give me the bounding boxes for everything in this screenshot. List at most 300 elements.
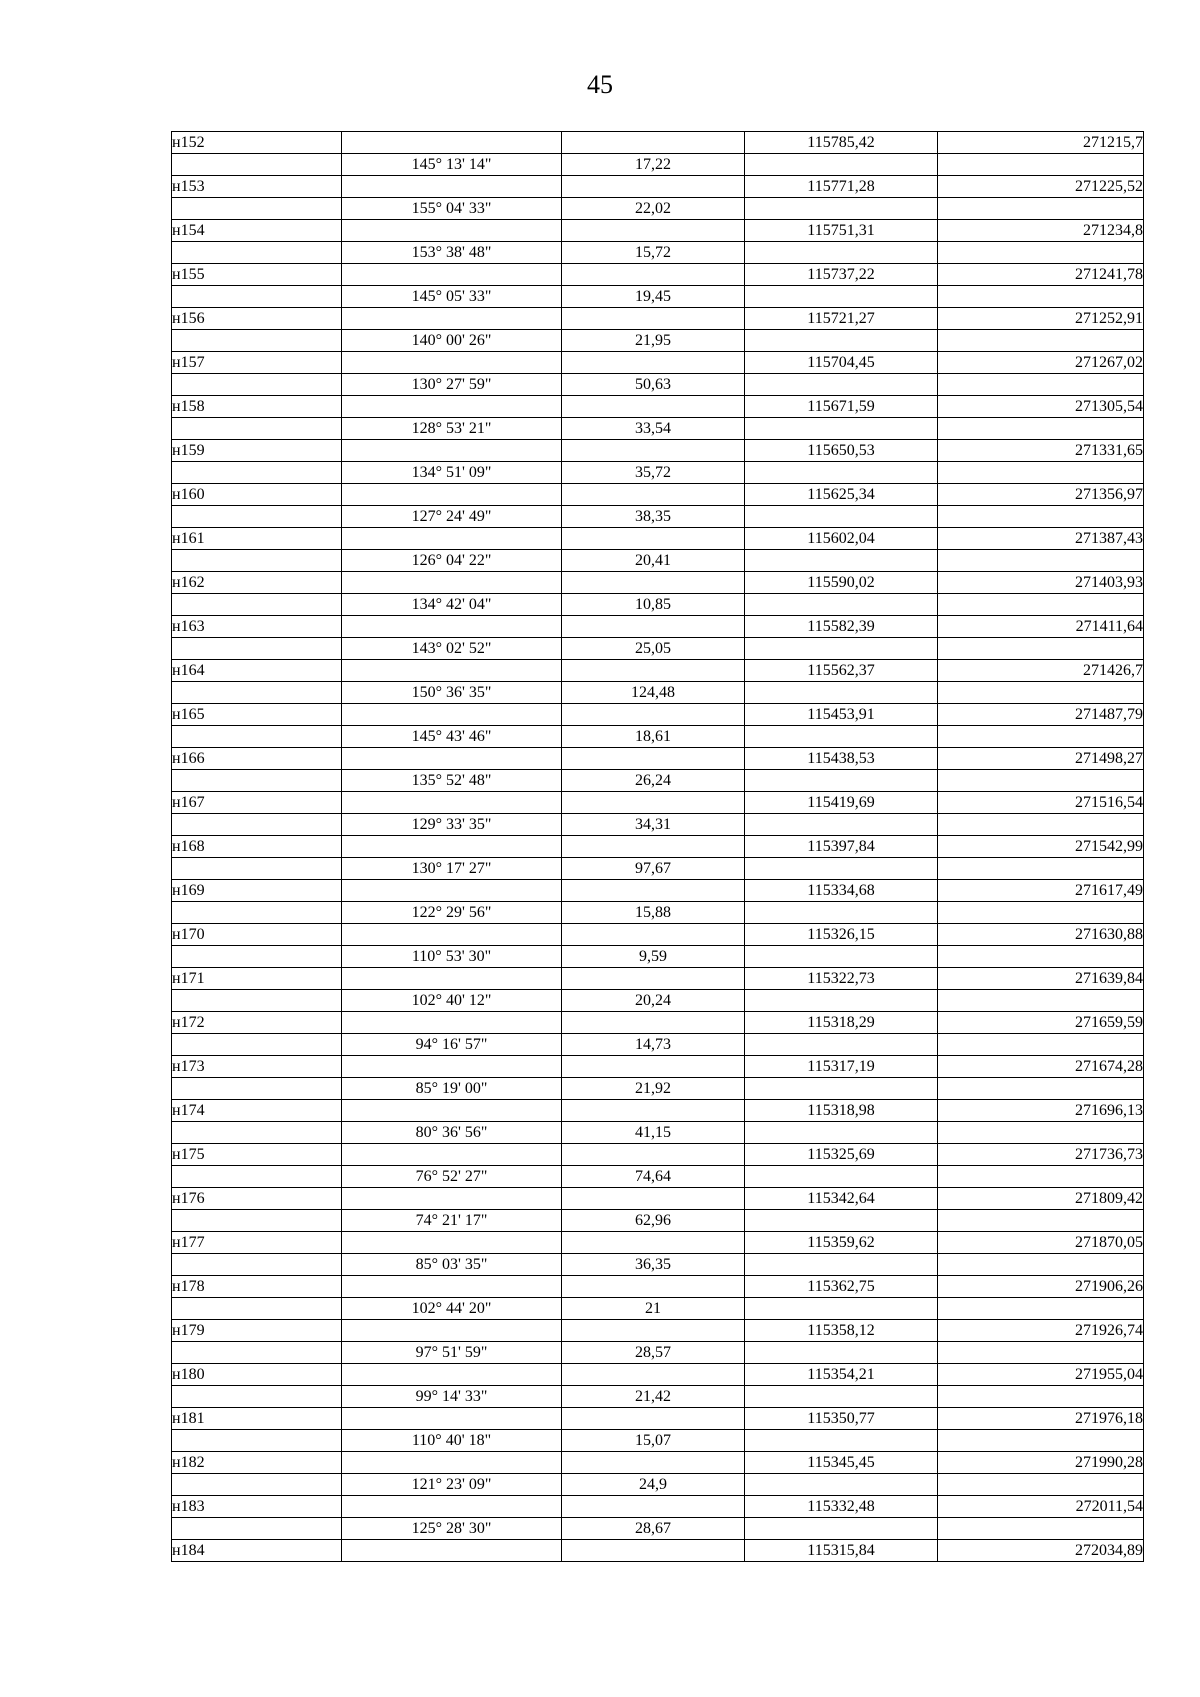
bearing-cell: 94° 16' 57" — [342, 1034, 562, 1056]
point-cell: н170 — [172, 924, 342, 946]
table-row — [172, 1166, 1144, 1188]
distance-cell: 50,63 — [562, 374, 745, 396]
bearing-cell — [342, 440, 562, 462]
y-coordinate-cell — [938, 506, 1144, 528]
bearing-cell: 127° 24' 49" — [342, 506, 562, 528]
distance-cell: 15,88 — [562, 902, 745, 924]
y-coordinate-cell — [938, 198, 1144, 220]
y-coordinate-cell: 271976,18 — [938, 1408, 1144, 1430]
bearing-cell: 74° 21' 17" — [342, 1210, 562, 1232]
bearing-cell — [342, 1408, 562, 1430]
bearing-cell — [342, 968, 562, 990]
point-cell: н178 — [172, 1276, 342, 1298]
coordinates-table-body — [172, 132, 1144, 1562]
table-row — [172, 132, 1144, 154]
y-coordinate-cell — [938, 1298, 1144, 1320]
distance-cell — [562, 528, 745, 550]
x-coordinate-cell: 115785,42 — [745, 132, 938, 154]
point-cell: н179 — [172, 1320, 342, 1342]
distance-cell: 17,22 — [562, 154, 745, 176]
point-cell — [172, 814, 342, 836]
y-coordinate-cell — [938, 594, 1144, 616]
x-coordinate-cell — [745, 1386, 938, 1408]
distance-cell — [562, 1012, 745, 1034]
bearing-cell — [342, 1496, 562, 1518]
bearing-cell: 140° 00' 26" — [342, 330, 562, 352]
point-cell: н183 — [172, 1496, 342, 1518]
point-cell — [172, 286, 342, 308]
x-coordinate-cell — [745, 506, 938, 528]
bearing-cell — [342, 484, 562, 506]
point-cell — [172, 990, 342, 1012]
bearing-cell — [342, 1100, 562, 1122]
point-cell: н165 — [172, 704, 342, 726]
point-cell: н159 — [172, 440, 342, 462]
x-coordinate-cell — [745, 858, 938, 880]
x-coordinate-cell: 115602,04 — [745, 528, 938, 550]
distance-cell: 41,15 — [562, 1122, 745, 1144]
y-coordinate-cell: 271870,05 — [938, 1232, 1144, 1254]
bearing-cell — [342, 396, 562, 418]
table-row — [172, 726, 1144, 748]
x-coordinate-cell — [745, 594, 938, 616]
x-coordinate-cell: 115590,02 — [745, 572, 938, 594]
table-row — [172, 550, 1144, 572]
x-coordinate-cell: 115315,84 — [745, 1540, 938, 1562]
table-row — [172, 1364, 1144, 1386]
bearing-cell: 76° 52' 27" — [342, 1166, 562, 1188]
table-row — [172, 418, 1144, 440]
y-coordinate-cell — [938, 1430, 1144, 1452]
point-cell: н184 — [172, 1540, 342, 1562]
y-coordinate-cell: 271387,43 — [938, 528, 1144, 550]
x-coordinate-cell: 115342,64 — [745, 1188, 938, 1210]
point-cell — [172, 682, 342, 704]
table-row — [172, 220, 1144, 242]
point-cell: н173 — [172, 1056, 342, 1078]
bearing-cell: 129° 33' 35" — [342, 814, 562, 836]
distance-cell — [562, 836, 745, 858]
table-row — [172, 946, 1144, 968]
distance-cell: 10,85 — [562, 594, 745, 616]
table-row — [172, 968, 1144, 990]
x-coordinate-cell — [745, 814, 938, 836]
y-coordinate-cell: 271906,26 — [938, 1276, 1144, 1298]
table-row — [172, 770, 1144, 792]
table-row — [172, 572, 1144, 594]
x-coordinate-cell: 115350,77 — [745, 1408, 938, 1430]
distance-cell — [562, 1408, 745, 1430]
table-row — [172, 440, 1144, 462]
distance-cell — [562, 616, 745, 638]
x-coordinate-cell — [745, 770, 938, 792]
bearing-cell: 85° 03' 35" — [342, 1254, 562, 1276]
table-row — [172, 792, 1144, 814]
table-row — [172, 242, 1144, 264]
distance-cell — [562, 176, 745, 198]
table-row — [172, 1298, 1144, 1320]
point-cell — [172, 506, 342, 528]
distance-cell: 74,64 — [562, 1166, 745, 1188]
distance-cell: 15,72 — [562, 242, 745, 264]
bearing-cell: 110° 40' 18" — [342, 1430, 562, 1452]
y-coordinate-cell — [938, 770, 1144, 792]
point-cell — [172, 1210, 342, 1232]
y-coordinate-cell — [938, 462, 1144, 484]
distance-cell — [562, 1276, 745, 1298]
table-row — [172, 704, 1144, 726]
table-row — [172, 176, 1144, 198]
y-coordinate-cell: 271542,99 — [938, 836, 1144, 858]
x-coordinate-cell — [745, 242, 938, 264]
point-cell: н158 — [172, 396, 342, 418]
table-row — [172, 484, 1144, 506]
bearing-cell — [342, 1232, 562, 1254]
table-row — [172, 1518, 1144, 1540]
bearing-cell: 145° 43' 46" — [342, 726, 562, 748]
x-coordinate-cell: 115358,12 — [745, 1320, 938, 1342]
y-coordinate-cell — [938, 858, 1144, 880]
point-cell — [172, 726, 342, 748]
x-coordinate-cell — [745, 682, 938, 704]
x-coordinate-cell — [745, 330, 938, 352]
point-cell — [172, 770, 342, 792]
x-coordinate-cell: 115671,59 — [745, 396, 938, 418]
x-coordinate-cell: 115318,29 — [745, 1012, 938, 1034]
y-coordinate-cell — [938, 1034, 1144, 1056]
table-row — [172, 660, 1144, 682]
distance-cell: 24,9 — [562, 1474, 745, 1496]
distance-cell — [562, 1056, 745, 1078]
distance-cell — [562, 132, 745, 154]
x-coordinate-cell — [745, 902, 938, 924]
bearing-cell: 121° 23' 09" — [342, 1474, 562, 1496]
point-cell: н164 — [172, 660, 342, 682]
distance-cell: 38,35 — [562, 506, 745, 528]
distance-cell — [562, 704, 745, 726]
y-coordinate-cell — [938, 1166, 1144, 1188]
y-coordinate-cell: 271990,28 — [938, 1452, 1144, 1474]
x-coordinate-cell — [745, 374, 938, 396]
table-row — [172, 1012, 1144, 1034]
bearing-cell — [342, 880, 562, 902]
bearing-cell — [342, 132, 562, 154]
table-row — [172, 1430, 1144, 1452]
point-cell: н167 — [172, 792, 342, 814]
bearing-cell — [342, 220, 562, 242]
table-row — [172, 198, 1144, 220]
bearing-cell — [342, 264, 562, 286]
point-cell: н155 — [172, 264, 342, 286]
point-cell — [172, 1342, 342, 1364]
y-coordinate-cell: 271809,42 — [938, 1188, 1144, 1210]
distance-cell — [562, 1320, 745, 1342]
x-coordinate-cell: 115650,53 — [745, 440, 938, 462]
coordinates-table — [171, 131, 1144, 1562]
y-coordinate-cell: 271426,7 — [938, 660, 1144, 682]
distance-cell — [562, 572, 745, 594]
bearing-cell — [342, 836, 562, 858]
y-coordinate-cell — [938, 1078, 1144, 1100]
distance-cell — [562, 440, 745, 462]
y-coordinate-cell: 271234,8 — [938, 220, 1144, 242]
y-coordinate-cell: 271487,79 — [938, 704, 1144, 726]
point-cell — [172, 1166, 342, 1188]
table-row — [172, 858, 1144, 880]
point-cell — [172, 638, 342, 660]
y-coordinate-cell: 272034,89 — [938, 1540, 1144, 1562]
table-row — [172, 924, 1144, 946]
y-coordinate-cell: 271411,64 — [938, 616, 1144, 638]
table-row — [172, 1034, 1144, 1056]
table-row — [172, 638, 1144, 660]
x-coordinate-cell: 115332,48 — [745, 1496, 938, 1518]
point-cell — [172, 1078, 342, 1100]
x-coordinate-cell: 115325,69 — [745, 1144, 938, 1166]
point-cell: н153 — [172, 176, 342, 198]
y-coordinate-cell — [938, 1386, 1144, 1408]
distance-cell — [562, 1496, 745, 1518]
table-row — [172, 1320, 1144, 1342]
x-coordinate-cell — [745, 1078, 938, 1100]
bearing-cell: 134° 51' 09" — [342, 462, 562, 484]
distance-cell: 20,24 — [562, 990, 745, 1012]
bearing-cell — [342, 1364, 562, 1386]
x-coordinate-cell — [745, 1254, 938, 1276]
table-row — [172, 308, 1144, 330]
bearing-cell — [342, 352, 562, 374]
y-coordinate-cell — [938, 1122, 1144, 1144]
y-coordinate-cell: 271215,7 — [938, 132, 1144, 154]
point-cell: н163 — [172, 616, 342, 638]
distance-cell — [562, 1364, 745, 1386]
distance-cell: 35,72 — [562, 462, 745, 484]
table-row — [172, 682, 1144, 704]
y-coordinate-cell — [938, 418, 1144, 440]
x-coordinate-cell — [745, 1474, 938, 1496]
y-coordinate-cell: 271696,13 — [938, 1100, 1144, 1122]
y-coordinate-cell: 271955,04 — [938, 1364, 1144, 1386]
bearing-cell: 150° 36' 35" — [342, 682, 562, 704]
bearing-cell — [342, 704, 562, 726]
distance-cell: 21,42 — [562, 1386, 745, 1408]
point-cell: н176 — [172, 1188, 342, 1210]
y-coordinate-cell: 271659,59 — [938, 1012, 1144, 1034]
table-row — [172, 1100, 1144, 1122]
point-cell: н181 — [172, 1408, 342, 1430]
point-cell: н171 — [172, 968, 342, 990]
distance-cell: 28,57 — [562, 1342, 745, 1364]
distance-cell — [562, 1232, 745, 1254]
bearing-cell — [342, 1144, 562, 1166]
x-coordinate-cell: 115317,19 — [745, 1056, 938, 1078]
point-cell — [172, 462, 342, 484]
distance-cell: 21,92 — [562, 1078, 745, 1100]
y-coordinate-cell: 272011,54 — [938, 1496, 1144, 1518]
table-row — [172, 990, 1144, 1012]
y-coordinate-cell — [938, 154, 1144, 176]
point-cell — [172, 1386, 342, 1408]
x-coordinate-cell: 115345,45 — [745, 1452, 938, 1474]
distance-cell — [562, 792, 745, 814]
table-row — [172, 1188, 1144, 1210]
distance-cell: 14,73 — [562, 1034, 745, 1056]
table-row — [172, 902, 1144, 924]
x-coordinate-cell: 115419,69 — [745, 792, 938, 814]
x-coordinate-cell: 115397,84 — [745, 836, 938, 858]
bearing-cell: 130° 27' 59" — [342, 374, 562, 396]
y-coordinate-cell — [938, 682, 1144, 704]
bearing-cell: 125° 28' 30" — [342, 1518, 562, 1540]
table-row — [172, 814, 1144, 836]
distance-cell: 21 — [562, 1298, 745, 1320]
x-coordinate-cell — [745, 1518, 938, 1540]
table-row — [172, 528, 1144, 550]
point-cell: н154 — [172, 220, 342, 242]
table-row — [172, 506, 1144, 528]
x-coordinate-cell: 115721,27 — [745, 308, 938, 330]
distance-cell: 20,41 — [562, 550, 745, 572]
point-cell: н169 — [172, 880, 342, 902]
y-coordinate-cell — [938, 638, 1144, 660]
bearing-cell: 126° 04' 22" — [342, 550, 562, 572]
bearing-cell — [342, 924, 562, 946]
table-row — [172, 1232, 1144, 1254]
y-coordinate-cell — [938, 726, 1144, 748]
x-coordinate-cell — [745, 1342, 938, 1364]
distance-cell: 9,59 — [562, 946, 745, 968]
distance-cell — [562, 1188, 745, 1210]
x-coordinate-cell: 115625,34 — [745, 484, 938, 506]
bearing-cell: 145° 05' 33" — [342, 286, 562, 308]
table-row — [172, 880, 1144, 902]
bearing-cell — [342, 1276, 562, 1298]
bearing-cell: 155° 04' 33" — [342, 198, 562, 220]
x-coordinate-cell: 115318,98 — [745, 1100, 938, 1122]
point-cell — [172, 1122, 342, 1144]
distance-cell — [562, 308, 745, 330]
x-coordinate-cell — [745, 990, 938, 1012]
x-coordinate-cell — [745, 198, 938, 220]
table-row — [172, 1254, 1144, 1276]
distance-cell — [562, 264, 745, 286]
distance-cell — [562, 220, 745, 242]
table-row — [172, 154, 1144, 176]
y-coordinate-cell — [938, 1474, 1144, 1496]
distance-cell — [562, 1100, 745, 1122]
x-coordinate-cell — [745, 418, 938, 440]
table-row — [172, 594, 1144, 616]
point-cell — [172, 242, 342, 264]
table-row — [172, 1144, 1144, 1166]
table-row — [172, 1452, 1144, 1474]
bearing-cell — [342, 1452, 562, 1474]
distance-cell — [562, 660, 745, 682]
bearing-cell: 130° 17' 27" — [342, 858, 562, 880]
bearing-cell — [342, 1056, 562, 1078]
x-coordinate-cell: 115354,21 — [745, 1364, 938, 1386]
distance-cell — [562, 880, 745, 902]
distance-cell: 25,05 — [562, 638, 745, 660]
table-row — [172, 1342, 1144, 1364]
distance-cell: 21,95 — [562, 330, 745, 352]
table-row — [172, 374, 1144, 396]
point-cell: н182 — [172, 1452, 342, 1474]
bearing-cell: 122° 29' 56" — [342, 902, 562, 924]
table-row — [172, 462, 1144, 484]
bearing-cell — [342, 308, 562, 330]
y-coordinate-cell — [938, 814, 1144, 836]
point-cell — [172, 1430, 342, 1452]
y-coordinate-cell: 271267,02 — [938, 352, 1144, 374]
y-coordinate-cell: 271252,91 — [938, 308, 1144, 330]
distance-cell: 62,96 — [562, 1210, 745, 1232]
point-cell: н174 — [172, 1100, 342, 1122]
x-coordinate-cell — [745, 1034, 938, 1056]
y-coordinate-cell — [938, 1518, 1144, 1540]
distance-cell — [562, 1452, 745, 1474]
bearing-cell — [342, 1540, 562, 1562]
table-row — [172, 748, 1144, 770]
x-coordinate-cell: 115438,53 — [745, 748, 938, 770]
x-coordinate-cell — [745, 1430, 938, 1452]
bearing-cell: 110° 53' 30" — [342, 946, 562, 968]
point-cell — [172, 902, 342, 924]
distance-cell: 36,35 — [562, 1254, 745, 1276]
y-coordinate-cell: 271403,93 — [938, 572, 1144, 594]
point-cell: н175 — [172, 1144, 342, 1166]
distance-cell: 26,24 — [562, 770, 745, 792]
bearing-cell — [342, 1320, 562, 1342]
table-row — [172, 1276, 1144, 1298]
x-coordinate-cell: 115362,75 — [745, 1276, 938, 1298]
table-row — [172, 836, 1144, 858]
x-coordinate-cell: 115326,15 — [745, 924, 938, 946]
distance-cell — [562, 396, 745, 418]
y-coordinate-cell — [938, 286, 1144, 308]
y-coordinate-cell: 271356,97 — [938, 484, 1144, 506]
bearing-cell: 153° 38' 48" — [342, 242, 562, 264]
y-coordinate-cell — [938, 1210, 1144, 1232]
x-coordinate-cell — [745, 1298, 938, 1320]
distance-cell: 19,45 — [562, 286, 745, 308]
distance-cell — [562, 924, 745, 946]
distance-cell: 124,48 — [562, 682, 745, 704]
x-coordinate-cell: 115582,39 — [745, 616, 938, 638]
table-row — [172, 396, 1144, 418]
y-coordinate-cell: 271630,88 — [938, 924, 1144, 946]
y-coordinate-cell — [938, 946, 1144, 968]
x-coordinate-cell — [745, 1210, 938, 1232]
point-cell: н180 — [172, 1364, 342, 1386]
x-coordinate-cell — [745, 550, 938, 572]
x-coordinate-cell: 115704,45 — [745, 352, 938, 374]
point-cell — [172, 594, 342, 616]
point-cell — [172, 198, 342, 220]
bearing-cell: 128° 53' 21" — [342, 418, 562, 440]
point-cell: н156 — [172, 308, 342, 330]
bearing-cell — [342, 616, 562, 638]
point-cell — [172, 1474, 342, 1496]
y-coordinate-cell — [938, 990, 1144, 1012]
point-cell: н168 — [172, 836, 342, 858]
distance-cell: 18,61 — [562, 726, 745, 748]
y-coordinate-cell: 271926,74 — [938, 1320, 1144, 1342]
distance-cell — [562, 968, 745, 990]
y-coordinate-cell — [938, 902, 1144, 924]
table-row — [172, 1474, 1144, 1496]
y-coordinate-cell: 271736,73 — [938, 1144, 1144, 1166]
